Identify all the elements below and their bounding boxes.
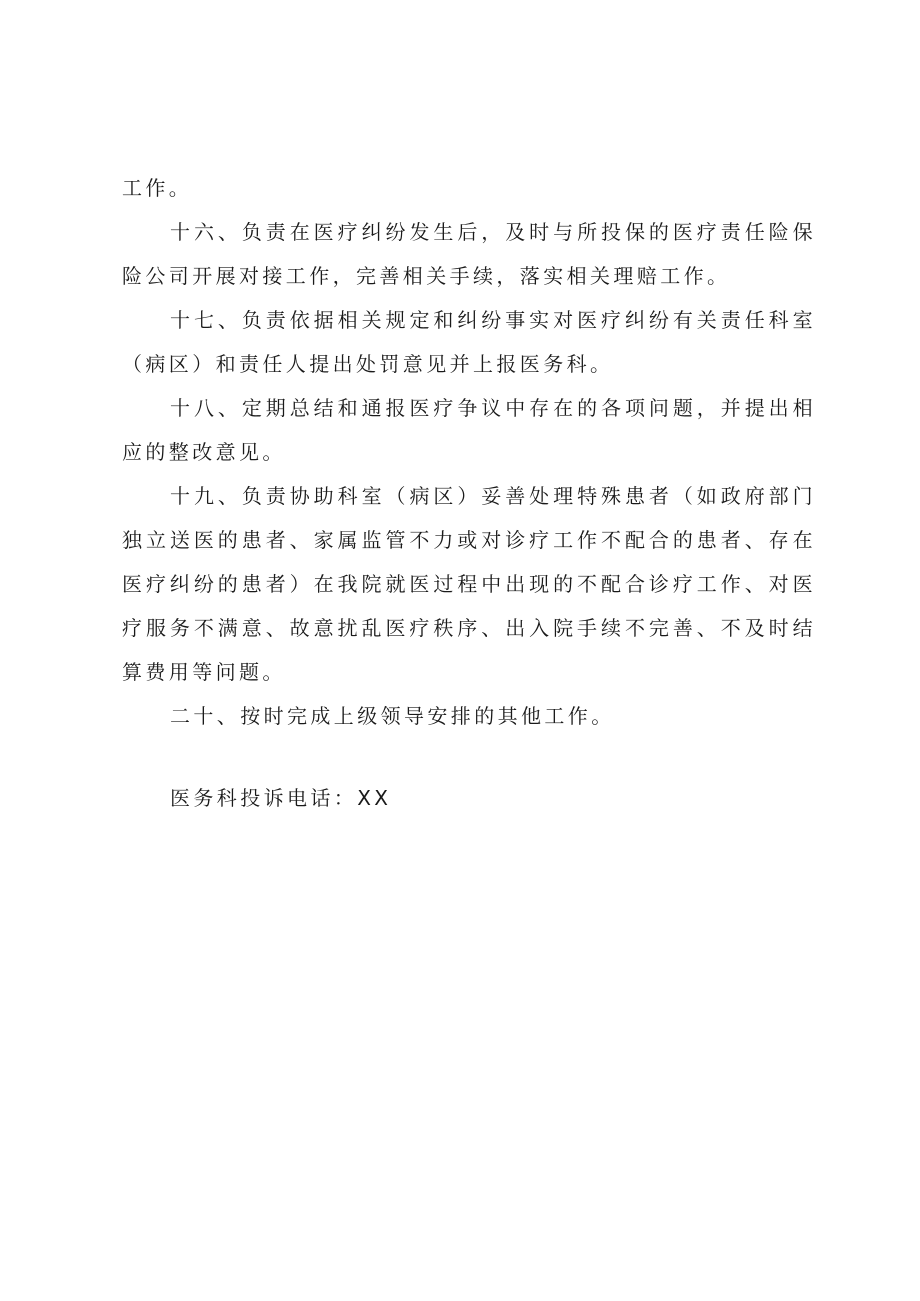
paragraph-item-19: 十九、负责协助科室（病区）妥善处理特殊患者（如政府部门独立送医的患者、家属监管不力或对诊疗工作不配合的患者、存在医疗纠纷的患者）在我院就医过程中出现的不配合诊疗工作、对医疗服务不满意、故意扰乱医疗秩序、出入院手续不完善、不及时结算费用等问题。 [122,484,816,684]
paragraph-item-16: 十六、负责在医疗纠纷发生后，及时与所投保的医疗责任险保险公司开展对接工作，完善相关手续，落实相关理赔工作。 [122,220,816,288]
paragraph-item-18: 十八、定期总结和通报医疗争议中存在的各项问题，并提出相应的整改意见。 [122,396,816,464]
complaint-phone-label: 医务科投诉电话： [170,786,358,810]
document-body [122,166,816,738]
complaint-phone-line [170,776,391,820]
paragraph-item-20: 二十、按时完成上级领导安排的其他工作。 [170,704,615,728]
paragraph-item-17: 十七、负责依据相关规定和纠纷事实对医疗纠纷有关责任科室（病区）和责任人提出处罚意见并上报医务科。 [122,308,816,376]
complaint-phone-value: XX [357,786,392,810]
paragraph-continuation: 工作。 [122,176,193,200]
